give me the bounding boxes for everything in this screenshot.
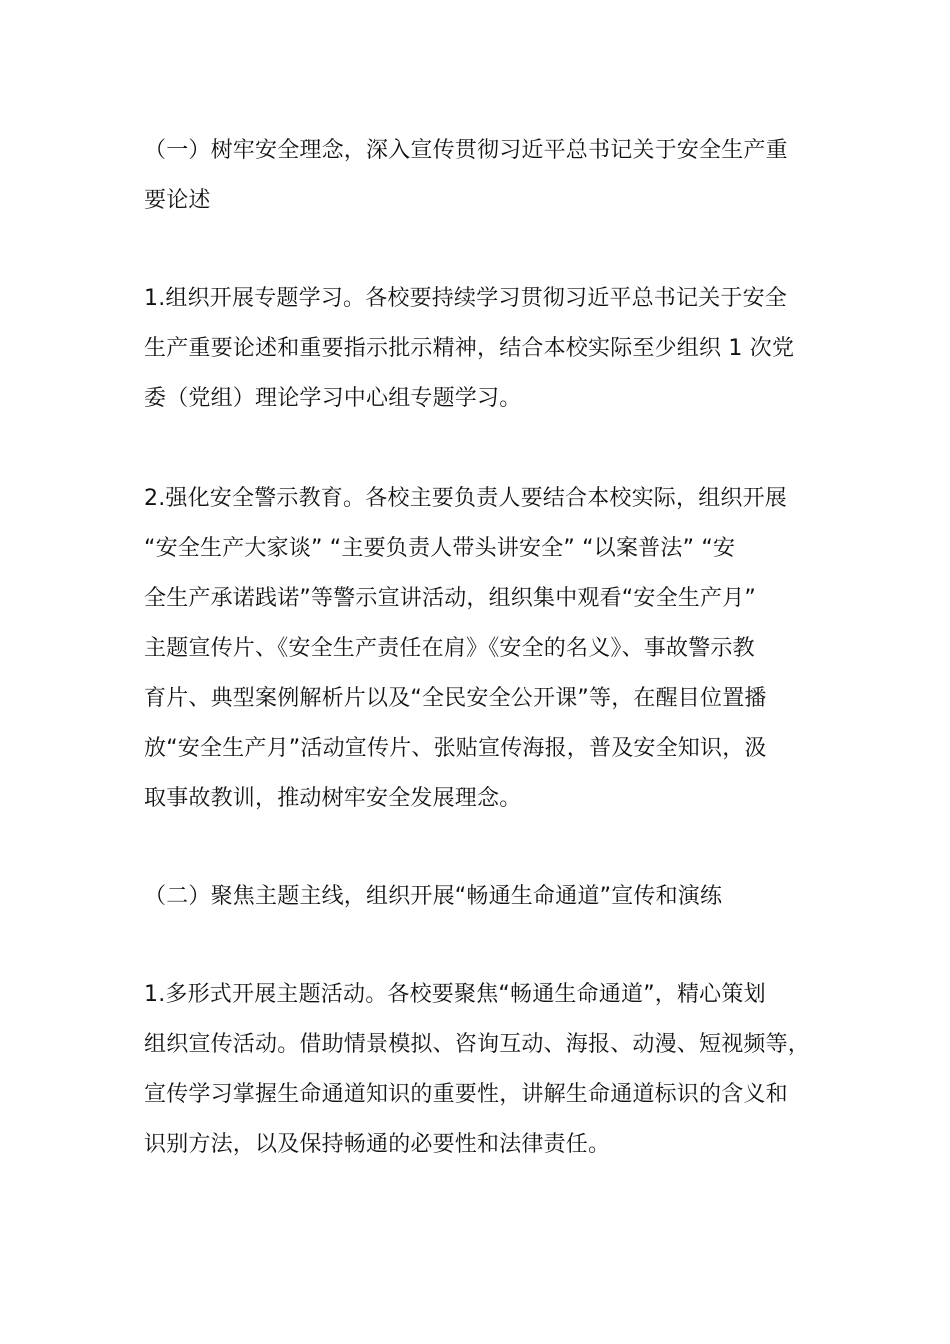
heading-line: 要论述 xyxy=(144,188,211,213)
paragraph-line: 育片、典型案例解析片以及“全民安全公开课”等，在醒目位置播 xyxy=(144,686,767,711)
paragraph-line: 放“安全生产月”活动宣传片、张贴宣传海报，普及安全知识，汲 xyxy=(144,736,767,761)
paragraph-line: 取事故教训，推动树牢安全发展理念。 xyxy=(144,786,522,811)
heading-line: （二）聚焦主题主线，组织开展“畅通生命通道”宣传和演练 xyxy=(144,884,723,909)
heading-line: （一）树牢安全理念，深入宣传贯彻习近平总书记关于安全生产重 xyxy=(144,138,788,163)
paragraph-2-1 xyxy=(144,970,834,1170)
paragraph-line: 识别方法，以及保持畅通的必要性和法律责任。 xyxy=(144,1132,611,1157)
paragraph-line: 2.强化安全警示教育。各校主要负责人要结合本校实际，组织开展 xyxy=(144,486,787,511)
paragraph-line: 生产重要论述和重要指示批示精神，结合本校实际至少组织 1 次党 xyxy=(144,336,795,361)
paragraph-line: 委（党组）理论学习中心组专题学习。 xyxy=(144,386,522,411)
paragraph-line: 1.多形式开展主题活动。各校要聚焦“畅通生命通道”，精心策划 xyxy=(144,982,766,1007)
section-heading-2 xyxy=(144,872,834,922)
paragraph-line: 全生产承诺践诺”等警示宣讲活动，组织集中观看“安全生产月” xyxy=(144,586,756,611)
paragraph-line: 组织宣传活动。借助情景模拟、咨询互动、海报、动漫、短视频等， xyxy=(144,1032,811,1057)
paragraph-1-2 xyxy=(144,474,834,824)
section-heading-1 xyxy=(144,126,834,226)
paragraph-line: 1.组织开展专题学习。各校要持续学习贯彻习近平总书记关于安全 xyxy=(144,286,787,311)
paragraph-1-1 xyxy=(144,274,834,424)
paragraph-line: “安全生产大家谈” “主要负责人带头讲安全” “以案普法” “安 xyxy=(144,536,736,561)
paragraph-line: 主题宣传片、《安全生产责任在肩》《安全的名义》、事故警示教 xyxy=(144,636,755,661)
paragraph-line: 宣传学习掌握生命通道知识的重要性，讲解生命通道标识的含义和 xyxy=(144,1082,788,1107)
